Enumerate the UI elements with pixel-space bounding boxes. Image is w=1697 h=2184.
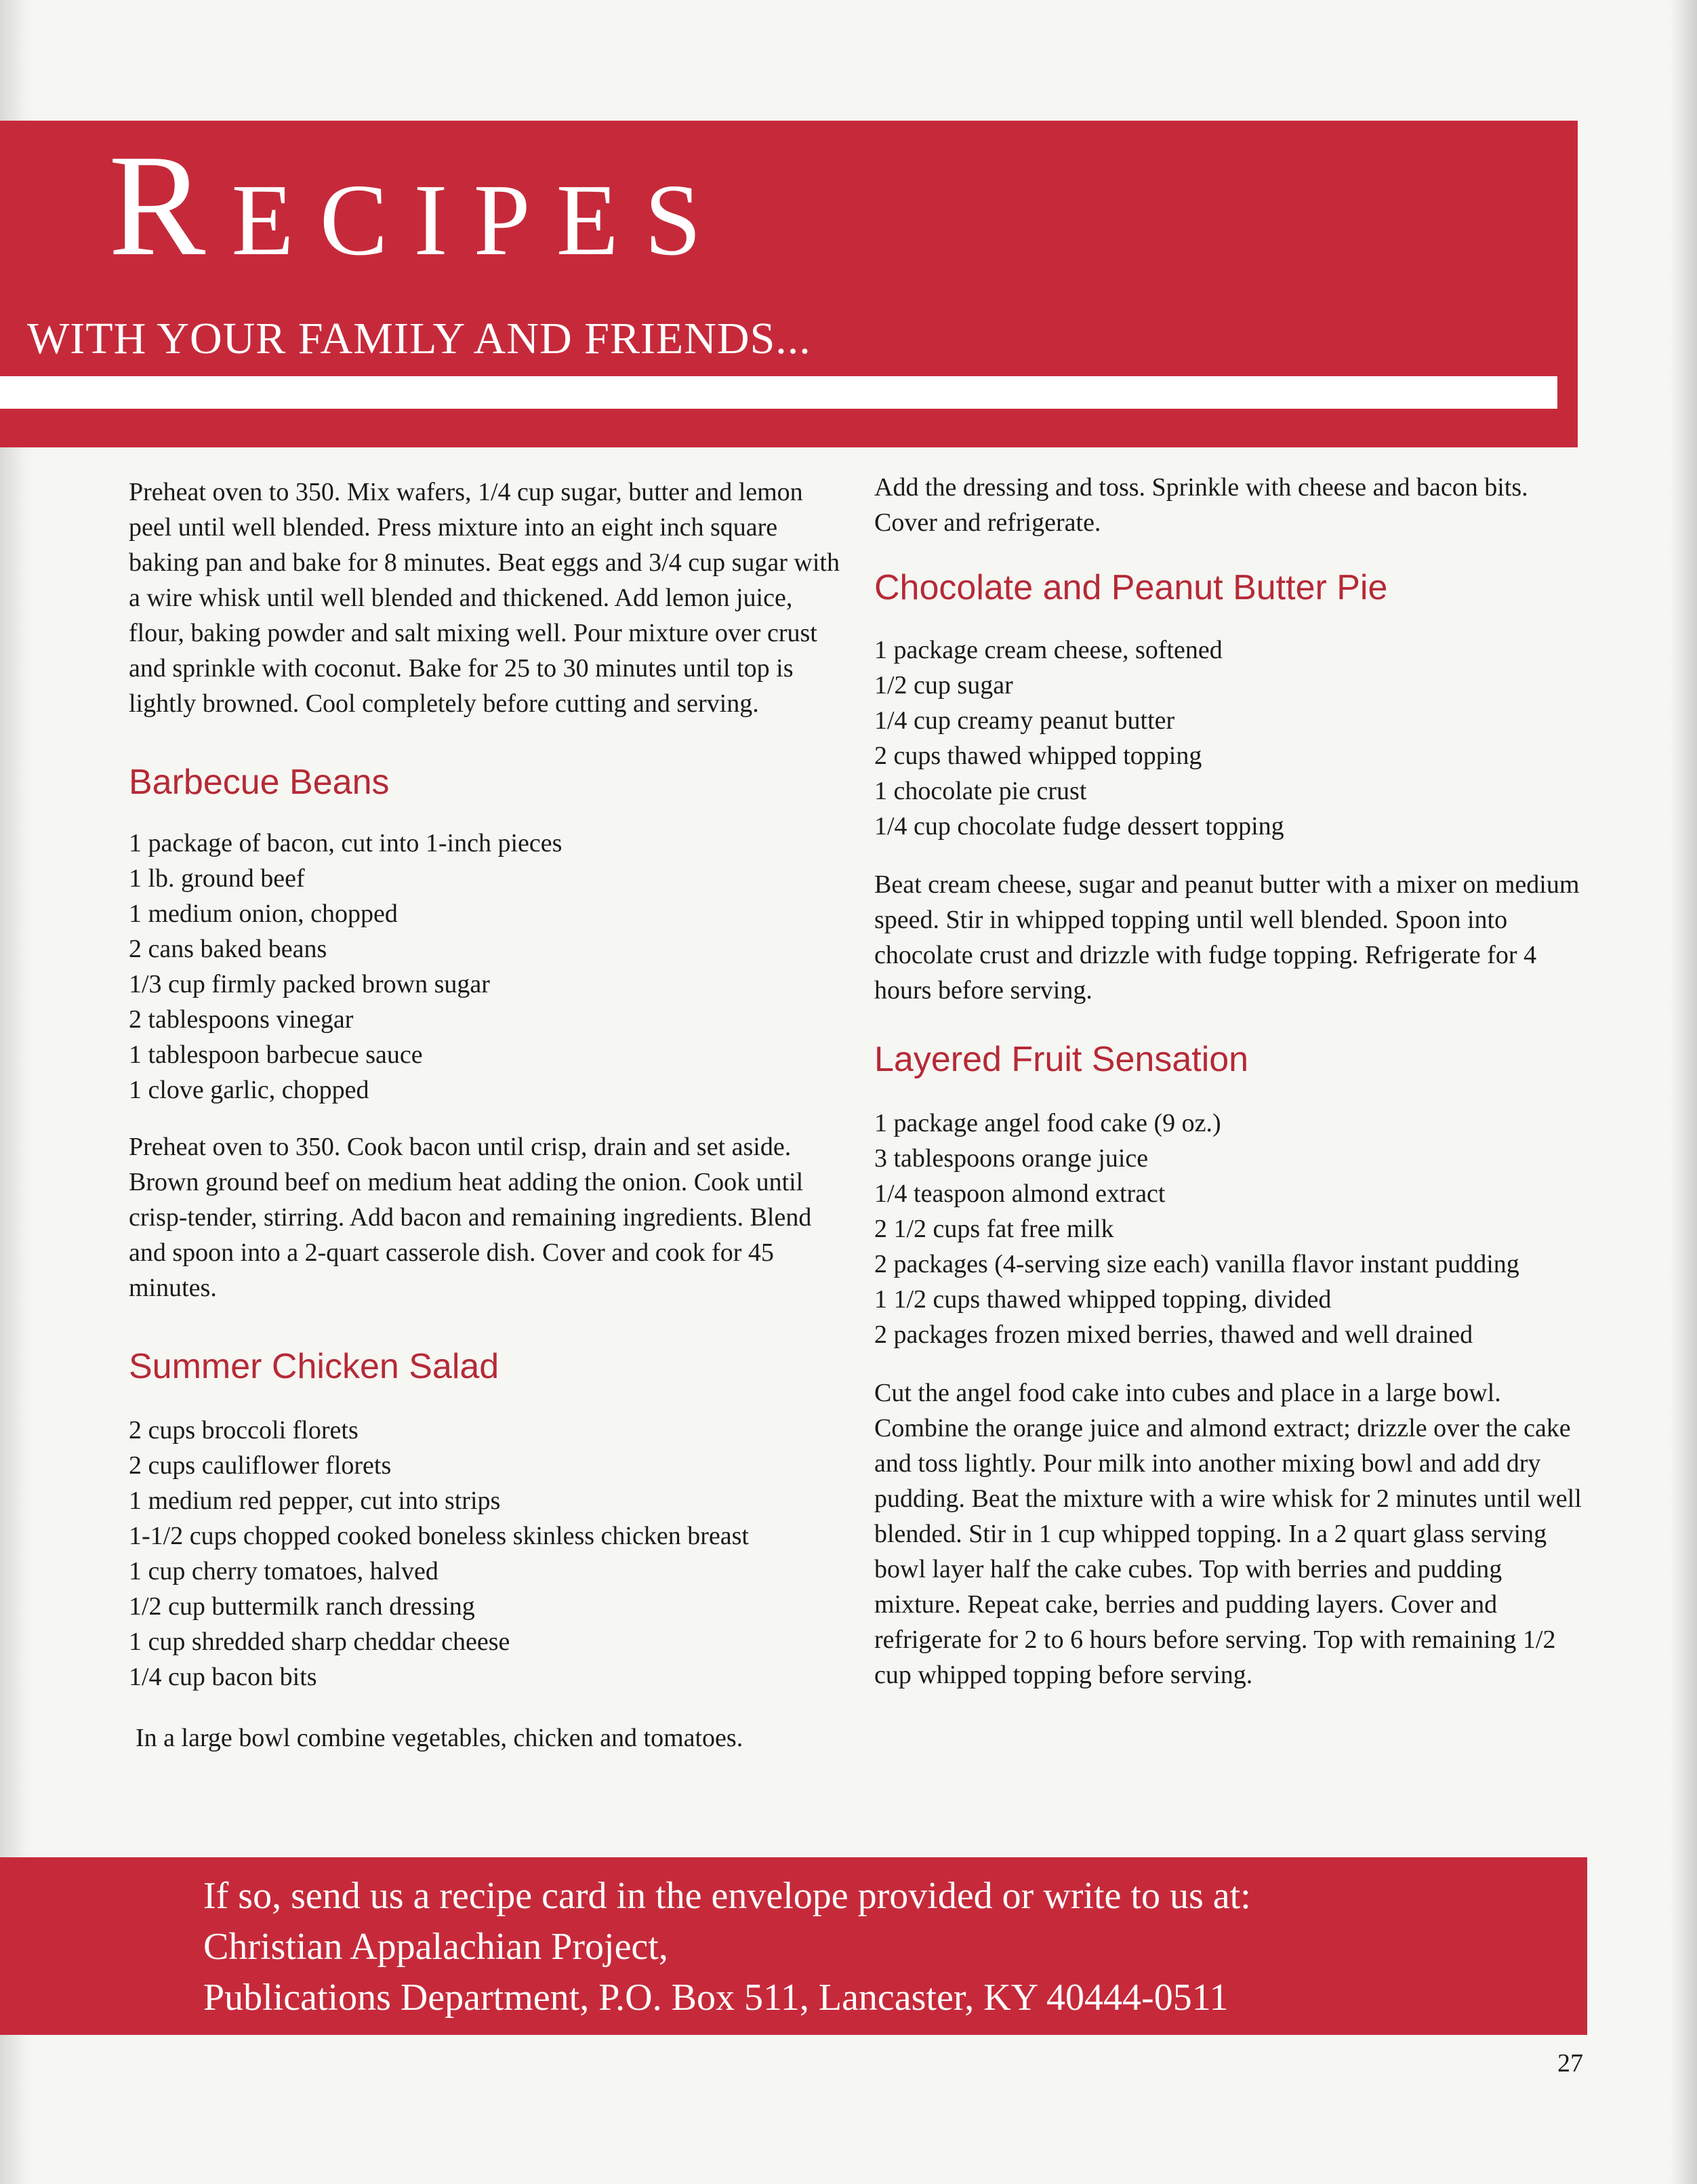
ingredient-item: 1 clove garlic, chopped: [129, 1076, 369, 1104]
ingredient-item: 2 packages frozen mixed berries, thawed and well drained: [874, 1320, 1473, 1349]
ingredient-item: 1 1/2 cups thawed whipped topping, divided: [874, 1285, 1332, 1314]
recipe-title-summer-chicken-salad: Summer Chicken Salad: [129, 1347, 499, 1386]
footer-contact: [203, 1871, 1251, 2023]
page-title: Recipes: [108, 124, 727, 286]
page-edge-right: [1670, 0, 1697, 2184]
ingredient-item: 1/2 cup sugar: [874, 671, 1013, 700]
ingredient-item: 1 package cream cheese, softened: [874, 636, 1223, 664]
ingredient-item: 1/4 cup chocolate fudge dessert topping: [874, 812, 1284, 841]
ingredient-item: 1 lb. ground beef: [129, 864, 305, 893]
ingredient-item: 1 chocolate pie crust: [874, 777, 1087, 805]
ingredient-item: 2 cans baked beans: [129, 935, 327, 963]
ingredient-item: 1/3 cup firmly packed brown sugar: [129, 970, 490, 998]
footer-line-3: Publications Department, P.O. Box 511, Lancaster, KY 40444-0511: [203, 1977, 1229, 2019]
left-column: [129, 474, 847, 1756]
directions-chocolate-pie: Beat cream cheese, sugar and peanut butter with a mixer on medium speed. Stir in whipped topping until well blended. Spoon into chocolate crust and drizzle with fudge topping. Refrigerate for 4 hours before serving.: [874, 870, 1580, 1005]
ingredient-item: 2 1/2 cups fat free milk: [874, 1215, 1114, 1243]
ingredient-item: 1 package of bacon, cut into 1-inch pieces: [129, 829, 563, 857]
recipe-title-chocolate-pie: Chocolate and Peanut Butter Pie: [874, 568, 1388, 607]
right-column: [874, 470, 1586, 1693]
footer-left-edge: [0, 1857, 27, 2035]
continued-paragraph: Add the dressing and toss. Sprinkle with cheese and bacon bits. Cover and refrigerate.: [874, 473, 1528, 537]
ingredient-item: 1/4 teaspoon almond extract: [874, 1179, 1166, 1208]
ingredient-item: 2 cups thawed whipped topping: [874, 742, 1202, 770]
page-subtitle: WITH YOUR FAMILY AND FRIENDS...: [27, 314, 811, 363]
ingredient-item: 1/4 cup bacon bits: [129, 1663, 317, 1691]
ingredient-list-summer-chicken-salad: [129, 1413, 847, 1695]
ingredient-item: 1/2 cup buttermilk ranch dressing: [129, 1592, 475, 1621]
footer-line-2: Christian Appalachian Project,: [203, 1926, 668, 1968]
ingredient-item: 2 cups broccoli florets: [129, 1416, 359, 1444]
ingredient-item: 2 tablespoons vinegar: [129, 1005, 354, 1034]
ingredient-item: 2 packages (4-serving size each) vanilla flavor instant pudding: [874, 1250, 1519, 1278]
ingredient-list-barbecue-beans: [129, 826, 847, 1108]
recipe-title-layered-fruit: Layered Fruit Sensation: [874, 1040, 1249, 1079]
directions-layered-fruit: Cut the angel food cake into cubes and place in a large bowl. Combine the orange juice and almond extract; drizzle over the cake and toss lightly. Pour milk into another mixing bowl and add dry pudding. Beat the mixture with a wire whisk for 2 minutes until well blended. Stir in 1 cup whipped topping. In a 2 quart glass serving bowl layer half the cake cubes. Top with berries and pudding mixture. Repeat cake, berries and pudding layers. Cover and refrigerate for 2 to 6 hours before serving. Top with remaining 1/2 cup whipped topping before serving.: [874, 1379, 1582, 1689]
ingredient-item: 1 medium red pepper, cut into strips: [129, 1487, 501, 1515]
ingredient-item: 1-1/2 cups chopped cooked boneless skinless chicken breast: [129, 1522, 749, 1550]
ingredient-item: 1 cup cherry tomatoes, halved: [129, 1557, 438, 1585]
ingredient-item: 3 tablespoons orange juice: [874, 1144, 1149, 1173]
ingredient-item: 2 cups cauliflower florets: [129, 1451, 392, 1480]
ingredient-item: 1 cup shredded sharp cheddar cheese: [129, 1627, 510, 1656]
page-number: 27: [1557, 2049, 1583, 2078]
header-divider: [0, 376, 1557, 409]
footer-line-1: If so, send us a recipe card in the envelope provided or write to us at:: [203, 1875, 1251, 1917]
ingredient-item: 1 package angel food cake (9 oz.): [874, 1109, 1221, 1137]
ingredient-list-chocolate-pie: [874, 632, 1586, 844]
intro-paragraph: Preheat oven to 350. Mix wafers, 1/4 cup sugar, butter and lemon peel until well blended. Press mixture into an eight inch square baking pan and bake for 8 minutes. Beat eggs and 3/4 cup sugar with a wire whisk until well blended and thickened. Add lemon juice, flour, baking powder and salt mixing well. Pour mixture over crust and sprinkle with coconut. Bake for 25 to 30 minutes until top is lightly browned. Cool completely before cutting and serving.: [129, 478, 840, 718]
recipe-title-barbecue-beans: Barbecue Beans: [129, 763, 390, 802]
ingredient-item: 1 medium onion, chopped: [129, 899, 398, 928]
ingredient-item: 1/4 cup creamy peanut butter: [874, 706, 1175, 735]
directions-summer-chicken-salad: In a large bowl combine vegetables, chicken and tomatoes.: [136, 1724, 743, 1752]
ingredient-item: 1 tablespoon barbecue sauce: [129, 1040, 423, 1069]
directions-barbecue-beans: Preheat oven to 350. Cook bacon until crisp, drain and set aside. Brown ground beef on medium heat adding the onion. Cook until crisp-tender, stirring. Add bacon and remaining ingredients. Blend and spoon into a 2-quart casserole dish. Cover and cook for 45 minutes.: [129, 1133, 812, 1302]
ingredient-list-layered-fruit: [874, 1106, 1586, 1352]
